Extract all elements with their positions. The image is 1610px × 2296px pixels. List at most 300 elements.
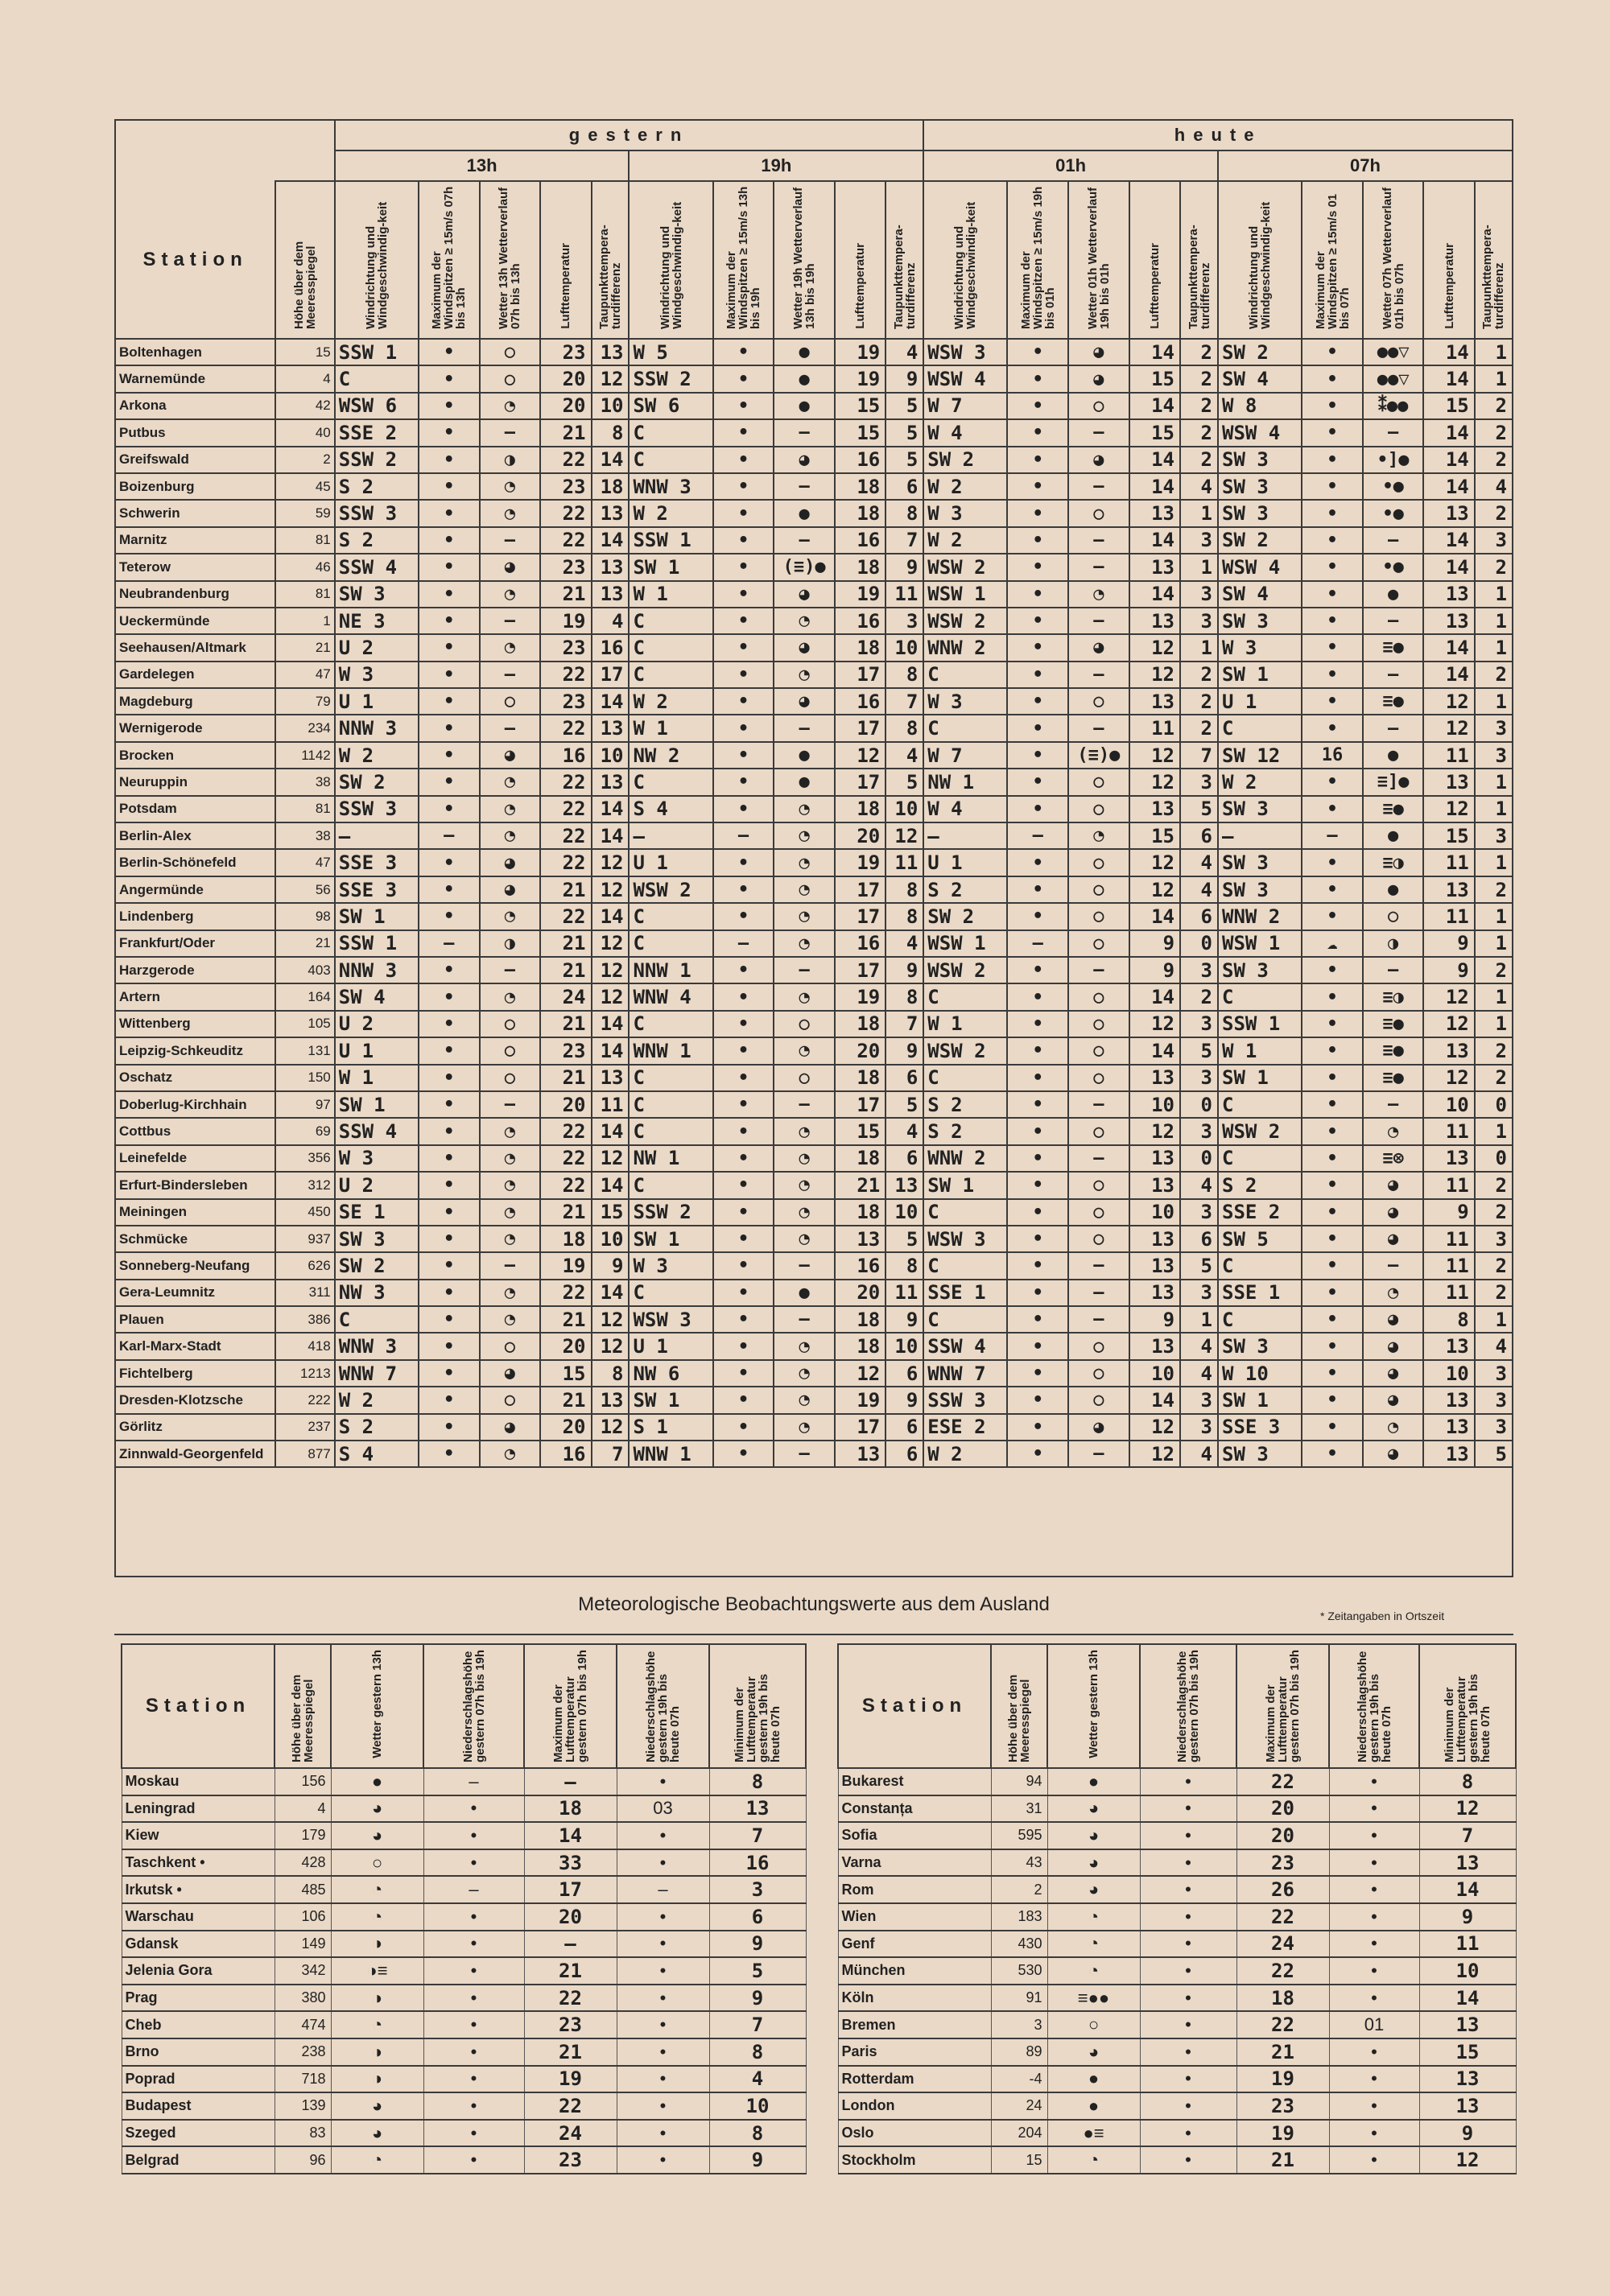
dewpoint-diff: 2 xyxy=(1475,662,1513,688)
precip-night: • xyxy=(617,1985,709,2012)
table-row xyxy=(838,2092,1516,2120)
weather: ○ xyxy=(1068,1360,1129,1387)
gust-max: • xyxy=(1302,1118,1363,1144)
air-temp: 14 xyxy=(1129,393,1180,419)
wind: SW 3 xyxy=(1218,1333,1302,1359)
air-temp: 22 xyxy=(540,1172,591,1198)
station-name: Zinnwald-Georgenfeld xyxy=(115,1441,275,1467)
wind: U 1 xyxy=(923,849,1007,876)
dewpoint-diff: 1 xyxy=(1475,365,1513,392)
weather: ◔ xyxy=(774,876,835,903)
weather: ◕ xyxy=(1363,1387,1424,1413)
wind: SW 4 xyxy=(1218,581,1302,608)
station-name: Neuruppin xyxy=(115,769,275,795)
station-height: 81 xyxy=(275,796,335,822)
wind: U 2 xyxy=(335,1172,419,1198)
station-name: Prag xyxy=(122,1985,275,2012)
wind: C xyxy=(629,608,712,634)
dewpoint-diff: 2 xyxy=(1475,419,1513,446)
max-temp: 23 xyxy=(1236,1849,1329,1877)
table-row xyxy=(122,1849,806,1877)
dewpoint-diff: 14 xyxy=(592,447,630,473)
gust-max: • xyxy=(1007,1306,1068,1333)
dewpoint-diff: 1 xyxy=(1475,1011,1513,1037)
table-row xyxy=(122,2146,806,2174)
weather: ◕ xyxy=(1363,1199,1424,1226)
gust-max: • xyxy=(1302,1441,1363,1467)
gust-max: • xyxy=(419,1252,480,1279)
dewpoint-diff: 1 xyxy=(1475,688,1513,715)
wind: SSE 3 xyxy=(335,849,419,876)
wind: W 3 xyxy=(629,1252,712,1279)
weather: ◔ xyxy=(774,1387,835,1413)
gust-max: • xyxy=(713,393,774,419)
wind: S 2 xyxy=(923,876,1007,903)
wind: SSW 1 xyxy=(335,339,419,365)
air-temp: 22 xyxy=(540,769,591,795)
table-row xyxy=(115,1118,1513,1144)
station-height: 877 xyxy=(275,1441,335,1467)
min-temp: 8 xyxy=(709,1768,806,1795)
dewpoint-diff: 9 xyxy=(886,554,923,580)
dewpoint-diff: 2 xyxy=(1180,393,1218,419)
wind: SSE 3 xyxy=(1218,1414,1302,1441)
dewpoint-diff: 6 xyxy=(886,1414,923,1441)
station-height: 89 xyxy=(991,2038,1047,2066)
weather: – xyxy=(480,608,541,634)
weather: ◕ xyxy=(1047,1876,1140,1903)
gust-max: • xyxy=(713,634,774,661)
gust-max: • xyxy=(419,1199,480,1226)
precip-night: • xyxy=(617,2120,709,2147)
precip-day: • xyxy=(1140,2066,1236,2093)
abroad-col-header-3: Maximum der Lufttemperatur gestern 07h bis 19h xyxy=(524,1644,617,1768)
dewpoint-diff: 14 xyxy=(592,822,630,849)
weather: ◔ xyxy=(774,796,835,822)
precip-day: • xyxy=(1140,1849,1236,1877)
gust-max: • xyxy=(713,903,774,930)
col-header-13: Lufttemperatur xyxy=(1129,181,1180,339)
station-name: Belgrad xyxy=(122,2146,275,2174)
gust-max: • xyxy=(419,1172,480,1198)
abroad-col-header-1: Wetter gestern 13h xyxy=(331,1644,423,1768)
weather: ○ xyxy=(1068,903,1129,930)
weather: – xyxy=(1363,957,1424,983)
air-temp: 23 xyxy=(540,688,591,715)
dewpoint-diff: 0 xyxy=(1475,1145,1513,1172)
wind: WSW 2 xyxy=(923,608,1007,634)
precip-night: • xyxy=(1329,1849,1419,1877)
station-height: 1142 xyxy=(275,742,335,769)
station-name: Schwerin xyxy=(115,500,275,526)
station-name: Sonneberg-Neufang xyxy=(115,1252,275,1279)
wind: W 3 xyxy=(335,1145,419,1172)
air-temp: 18 xyxy=(835,554,886,580)
dewpoint-diff: 10 xyxy=(592,393,630,419)
wind: C xyxy=(629,634,712,661)
station-height: 47 xyxy=(275,849,335,876)
wind: SW 6 xyxy=(629,393,712,419)
gust-max: • xyxy=(419,473,480,500)
min-temp: 11 xyxy=(1419,1931,1516,1958)
dewpoint-diff: 1 xyxy=(1475,339,1513,365)
dewpoint-diff: 10 xyxy=(592,742,630,769)
min-temp: 14 xyxy=(1419,1985,1516,2012)
air-temp: 13 xyxy=(1129,554,1180,580)
weather: ● xyxy=(774,339,835,365)
station-name: Angermünde xyxy=(115,876,275,903)
precip-day: • xyxy=(423,1849,524,1877)
precip-day: • xyxy=(1140,2146,1236,2174)
air-temp: 13 xyxy=(1423,1145,1474,1172)
weather: ○ xyxy=(480,1065,541,1091)
gust-max: • xyxy=(1302,1306,1363,1333)
station-height: 94 xyxy=(991,1768,1047,1795)
wind: C xyxy=(629,930,712,957)
weather: – xyxy=(1068,957,1129,983)
dewpoint-diff: 2 xyxy=(1180,688,1218,715)
dewpoint-diff: 2 xyxy=(1475,1280,1513,1306)
station-height: 21 xyxy=(275,930,335,957)
station-name: Meiningen xyxy=(115,1199,275,1226)
wind: S 1 xyxy=(629,1414,712,1441)
gust-max: • xyxy=(1302,1037,1363,1064)
col-header-11: Maximum der Windspitzen ≥ 15m/s 19h bis 01h xyxy=(1007,181,1068,339)
wind: C xyxy=(629,1011,712,1037)
wind: WNW 4 xyxy=(629,983,712,1010)
weather: ○ xyxy=(1068,1387,1129,1413)
gust-max: • xyxy=(1302,419,1363,446)
weather: ◔ xyxy=(480,822,541,849)
station-height: 2 xyxy=(991,1876,1047,1903)
air-temp: 18 xyxy=(835,1065,886,1091)
dewpoint-diff: 9 xyxy=(886,957,923,983)
station-name: Berlin-Alex xyxy=(115,822,275,849)
gust-max: • xyxy=(419,1011,480,1037)
dewpoint-diff: 1 xyxy=(1475,796,1513,822)
gust-max: • xyxy=(713,662,774,688)
wind: SSW 3 xyxy=(335,500,419,526)
dewpoint-diff: 8 xyxy=(886,1252,923,1279)
wind: U 1 xyxy=(629,849,712,876)
gust-max: • xyxy=(419,796,480,822)
precip-night: • xyxy=(1329,1957,1419,1985)
gust-max: • xyxy=(1302,473,1363,500)
gust-max: • xyxy=(1302,554,1363,580)
air-temp: 21 xyxy=(540,419,591,446)
air-temp: 14 xyxy=(1423,662,1474,688)
wind: W 4 xyxy=(923,796,1007,822)
air-temp: 15 xyxy=(835,419,886,446)
gust-max: • xyxy=(1302,1172,1363,1198)
wind: S 4 xyxy=(629,796,712,822)
gust-max: • xyxy=(1007,769,1068,795)
wind: SW 3 xyxy=(1218,796,1302,822)
station-height: 15 xyxy=(991,2146,1047,2174)
wind: SW 1 xyxy=(335,1091,419,1118)
air-temp: 14 xyxy=(1129,581,1180,608)
gust-max: • xyxy=(1007,554,1068,580)
dewpoint-diff: 14 xyxy=(592,1118,630,1144)
table-row xyxy=(115,957,1513,983)
air-temp: 17 xyxy=(835,876,886,903)
dewpoint-diff: 2 xyxy=(1475,1172,1513,1198)
station-height: 1 xyxy=(275,608,335,634)
precip-day: • xyxy=(423,1957,524,1985)
precip-day: – xyxy=(423,1768,524,1795)
col-header-9: Taupunkttempera-turdifferenz xyxy=(886,181,923,339)
dewpoint-diff: 1 xyxy=(1180,500,1218,526)
dewpoint-diff: 4 xyxy=(1180,1360,1218,1387)
air-temp: 18 xyxy=(540,1226,591,1252)
weather: ◔ xyxy=(774,1226,835,1252)
gust-max: • xyxy=(419,393,480,419)
gust-max: • xyxy=(713,769,774,795)
dewpoint-diff: 13 xyxy=(592,1387,630,1413)
gust-max: • xyxy=(419,581,480,608)
wind: WNW 2 xyxy=(923,1145,1007,1172)
gust-max: • xyxy=(419,634,480,661)
max-temp: 24 xyxy=(1236,1931,1329,1958)
weather: – xyxy=(480,419,541,446)
air-temp: 22 xyxy=(540,527,591,554)
weather: – xyxy=(774,1306,835,1333)
station-height: 450 xyxy=(275,1199,335,1226)
wind: U 1 xyxy=(335,1037,419,1064)
weather: •● xyxy=(1363,554,1424,580)
air-temp: 15 xyxy=(1423,393,1474,419)
dewpoint-diff: 2 xyxy=(1475,1199,1513,1226)
weather: ◕ xyxy=(1363,1226,1424,1252)
air-temp: 12 xyxy=(1423,688,1474,715)
air-temp: 16 xyxy=(540,742,591,769)
gust-max: • xyxy=(419,1360,480,1387)
gust-max: • xyxy=(419,769,480,795)
weather: ◔ xyxy=(480,393,541,419)
air-temp: 11 xyxy=(1423,1252,1474,1279)
weather: ◕ xyxy=(1363,1333,1424,1359)
air-temp: 13 xyxy=(1423,1333,1474,1359)
table-row xyxy=(838,2120,1516,2147)
table-row xyxy=(115,1011,1513,1037)
station-name: Moskau xyxy=(122,1768,275,1795)
gust-max: • xyxy=(1007,1333,1068,1359)
gust-max: • xyxy=(1007,500,1068,526)
gust-max: • xyxy=(419,1145,480,1172)
weather: – xyxy=(480,957,541,983)
gust-max: • xyxy=(713,1252,774,1279)
table-row xyxy=(122,2038,806,2066)
weather: – xyxy=(1363,527,1424,554)
wind: WSW 6 xyxy=(335,393,419,419)
gust-max: • xyxy=(1007,876,1068,903)
air-temp: 12 xyxy=(1129,1118,1180,1144)
gust-max: • xyxy=(1007,1226,1068,1252)
max-temp: 22 xyxy=(1236,1903,1329,1931)
min-temp: 16 xyxy=(709,1849,806,1877)
table-row xyxy=(115,769,1513,795)
dewpoint-diff: 3 xyxy=(1475,527,1513,554)
air-temp: 14 xyxy=(1423,365,1474,392)
dewpoint-diff: 13 xyxy=(886,1172,923,1198)
wind: NW 1 xyxy=(629,1145,712,1172)
weather: ◔ xyxy=(480,581,541,608)
col-header-3: Lufttemperatur xyxy=(540,181,591,339)
precip-day: • xyxy=(1140,1768,1236,1795)
air-temp: 17 xyxy=(835,662,886,688)
wind: S 2 xyxy=(335,1414,419,1441)
dewpoint-diff: 11 xyxy=(886,849,923,876)
dewpoint-diff: 3 xyxy=(1475,822,1513,849)
weather: ● xyxy=(1047,2066,1140,2093)
weather: – xyxy=(774,419,835,446)
station-name: Stockholm xyxy=(838,2146,991,2174)
wind: WNW 1 xyxy=(629,1037,712,1064)
gust-max: • xyxy=(419,1306,480,1333)
weather: – xyxy=(1068,473,1129,500)
wind: SSW 4 xyxy=(335,1118,419,1144)
wind: W 3 xyxy=(923,688,1007,715)
weather: ● xyxy=(331,1768,423,1795)
wind: S 2 xyxy=(335,473,419,500)
air-temp: 15 xyxy=(1129,822,1180,849)
weather: ◔ xyxy=(480,500,541,526)
max-temp: 17 xyxy=(524,1876,617,1903)
dewpoint-diff: 7 xyxy=(1180,742,1218,769)
wind: U 1 xyxy=(629,1333,712,1359)
min-temp: 9 xyxy=(1419,2120,1516,2147)
gust-max: • xyxy=(1302,983,1363,1010)
gust-max: • xyxy=(1007,1011,1068,1037)
weather: ◑ xyxy=(1363,930,1424,957)
gust-max: – xyxy=(1007,822,1068,849)
weather: ◔ xyxy=(480,1118,541,1144)
weather: – xyxy=(1068,715,1129,741)
wind: W 7 xyxy=(923,742,1007,769)
max-temp: 20 xyxy=(524,1903,617,1931)
wind: SW 1 xyxy=(1218,662,1302,688)
wind: S 2 xyxy=(923,1091,1007,1118)
gust-max: • xyxy=(1007,715,1068,741)
table-row xyxy=(115,930,1513,957)
weather: – xyxy=(1068,1252,1129,1279)
gust-max: • xyxy=(713,339,774,365)
weather: ● xyxy=(1363,581,1424,608)
wind: SW 1 xyxy=(629,554,712,580)
wind: SSW 2 xyxy=(629,1199,712,1226)
dewpoint-diff: 0 xyxy=(1180,1091,1218,1118)
precip-day: • xyxy=(423,2120,524,2147)
weather: – xyxy=(1363,715,1424,741)
weather: ≡● xyxy=(1363,796,1424,822)
wind: WSW 3 xyxy=(629,1306,712,1333)
table-row xyxy=(838,2038,1516,2066)
table-row xyxy=(115,876,1513,903)
precip-day: • xyxy=(1140,1876,1236,1903)
station-height: 91 xyxy=(991,1985,1047,2012)
air-temp: 12 xyxy=(835,1360,886,1387)
gust-max: • xyxy=(1302,688,1363,715)
air-temp: 12 xyxy=(1129,1414,1180,1441)
wind: W 8 xyxy=(1218,393,1302,419)
table-row xyxy=(115,527,1513,554)
air-temp: 18 xyxy=(835,1333,886,1359)
wind: W 10 xyxy=(1218,1360,1302,1387)
precip-day: • xyxy=(423,2146,524,2174)
gust-max: • xyxy=(1302,581,1363,608)
dewpoint-diff: 9 xyxy=(886,1306,923,1333)
min-temp: 9 xyxy=(1419,1903,1516,1931)
gust-max: • xyxy=(419,742,480,769)
air-temp: 21 xyxy=(835,1172,886,1198)
dewpoint-diff: 1 xyxy=(1180,554,1218,580)
dewpoint-diff: 5 xyxy=(886,1226,923,1252)
column-header-row xyxy=(115,181,1513,339)
dewpoint-diff: 2 xyxy=(1180,447,1218,473)
precip-day: • xyxy=(1140,1985,1236,2012)
air-temp: 10 xyxy=(1423,1091,1474,1118)
station-height: 428 xyxy=(275,1849,331,1877)
dewpoint-diff: 3 xyxy=(1180,608,1218,634)
gust-max: • xyxy=(1302,1387,1363,1413)
gust-max: • xyxy=(713,983,774,1010)
weather: ◔ xyxy=(1047,2146,1140,2174)
air-temp: 19 xyxy=(835,983,886,1010)
wind: SW 4 xyxy=(335,983,419,1010)
wind: W 2 xyxy=(923,473,1007,500)
min-temp: 3 xyxy=(709,1876,806,1903)
station-name: Harzgerode xyxy=(115,957,275,983)
weather: ○ xyxy=(480,688,541,715)
weather: ◕ xyxy=(480,742,541,769)
station-height: 15 xyxy=(275,339,335,365)
wind: WSW 2 xyxy=(923,1037,1007,1064)
air-temp: 14 xyxy=(1423,447,1474,473)
station-name: Rotterdam xyxy=(838,2066,991,2093)
weather: ○ xyxy=(1068,500,1129,526)
dewpoint-diff: 13 xyxy=(592,581,630,608)
dewpoint-diff: 5 xyxy=(886,1091,923,1118)
gust-max: • xyxy=(1302,1226,1363,1252)
weather: ○ xyxy=(480,1037,541,1064)
weather: ◔ xyxy=(331,2146,423,2174)
weather: ● xyxy=(774,769,835,795)
gust-max: • xyxy=(713,365,774,392)
wind: C xyxy=(923,662,1007,688)
wind: W 2 xyxy=(335,1387,419,1413)
gust-max: • xyxy=(1302,447,1363,473)
dewpoint-diff: 12 xyxy=(592,876,630,903)
gust-max: • xyxy=(1302,903,1363,930)
station-name: Brocken xyxy=(115,742,275,769)
precip-night: • xyxy=(617,1903,709,1931)
dewpoint-diff: 8 xyxy=(592,1360,630,1387)
max-temp: 22 xyxy=(524,1985,617,2012)
station-height: 38 xyxy=(275,769,335,795)
precip-day: • xyxy=(423,1985,524,2012)
weather: – xyxy=(774,527,835,554)
wind: SSW 1 xyxy=(1218,1011,1302,1037)
air-temp: 13 xyxy=(1129,1333,1180,1359)
station-name: Arkona xyxy=(115,393,275,419)
gust-max: • xyxy=(713,742,774,769)
dewpoint-diff: 12 xyxy=(592,365,630,392)
abroad-col-header-0: Höhe über dem Meeresspiegel xyxy=(991,1644,1047,1768)
station-height: 42 xyxy=(275,393,335,419)
gust-max: • xyxy=(419,527,480,554)
station-name: München xyxy=(838,1957,991,1985)
gust-max: • xyxy=(1302,393,1363,419)
